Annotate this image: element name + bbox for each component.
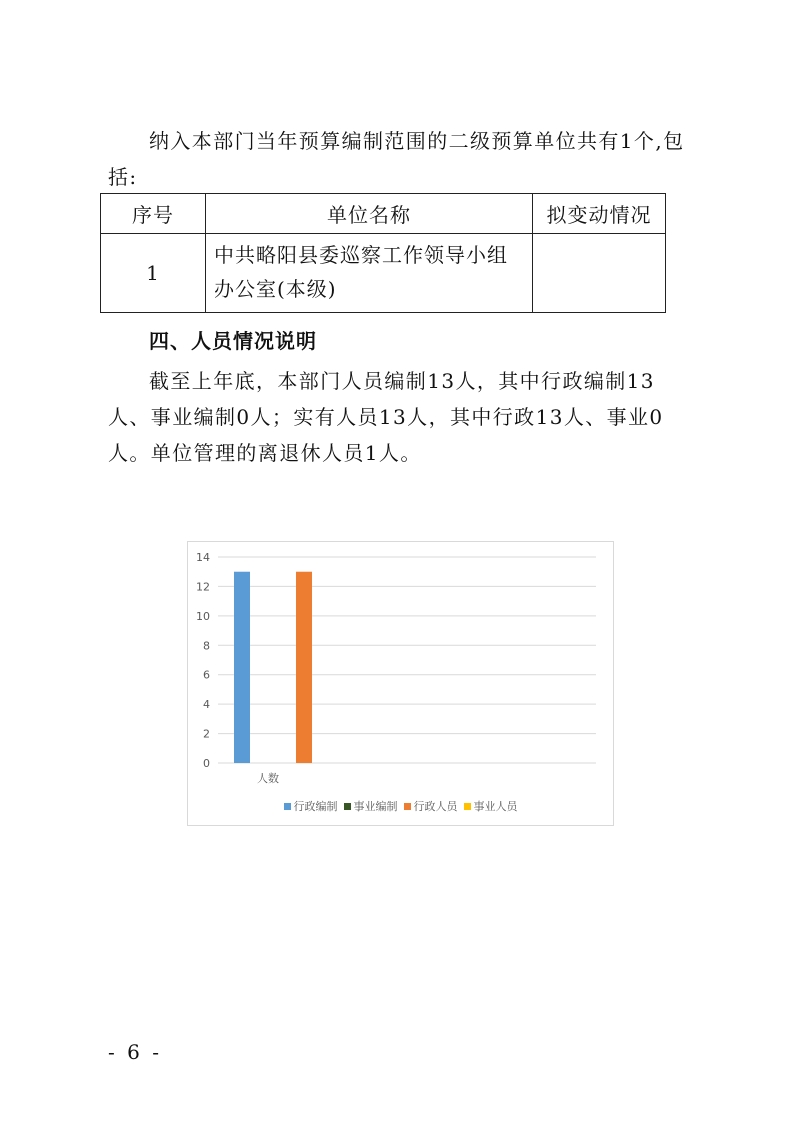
section-heading: 四、人员情况说明 — [149, 329, 317, 353]
staff-chart — [187, 541, 614, 826]
header-change: 拟变动情况 — [533, 194, 666, 234]
legend-label: 行政人员 — [413, 800, 458, 813]
header-unit-name: 单位名称 — [206, 194, 533, 234]
row-no: 1 — [101, 234, 206, 313]
x-category-label: 人数 — [257, 772, 279, 785]
legend-entry — [404, 798, 458, 814]
header-no: 序号 — [101, 194, 206, 234]
page-number: - 6 - — [108, 1040, 162, 1064]
chart-plot — [188, 542, 613, 825]
y-tick-label: 8 — [203, 639, 210, 653]
legend-entry — [344, 798, 398, 814]
legend-label: 事业人员 — [473, 800, 518, 813]
legend-label: 行政编制 — [293, 800, 338, 813]
table-row — [101, 234, 666, 313]
y-tick-label: 6 — [203, 668, 210, 682]
legend-swatch — [404, 803, 411, 810]
row-change — [533, 234, 666, 313]
bar-行政人员 — [296, 572, 312, 763]
legend-entry — [464, 798, 518, 814]
legend-swatch — [344, 803, 351, 810]
y-tick-label: 0 — [203, 757, 210, 770]
y-tick-label: 14 — [196, 551, 210, 564]
y-tick-label: 12 — [196, 580, 210, 594]
staff-paragraph: 截至上年底，本部门人员编制13人，其中行政编制13人、事业编制0人；实有人员13人，其中行政13人、事业0人。单位管理的离退休人员1人。 — [108, 369, 664, 465]
bar-行政编制 — [234, 572, 250, 763]
table-header-row — [101, 194, 666, 234]
legend-label: 事业编制 — [353, 800, 398, 813]
chart-legend — [188, 798, 613, 814]
legend-swatch — [284, 803, 291, 810]
y-tick-label: 2 — [203, 727, 210, 741]
legend-swatch — [464, 803, 471, 810]
legend-entry — [284, 798, 338, 814]
y-tick-label: 4 — [203, 698, 210, 712]
row-unit-name: 中共略阳县委巡察工作领导小组办公室(本级) — [206, 234, 533, 313]
y-tick-label: 10 — [196, 609, 210, 623]
intro-paragraph: 纳入本部门当年预算编制范围的二级预算单位共有1个,包括: — [108, 129, 685, 189]
units-table — [100, 193, 666, 313]
